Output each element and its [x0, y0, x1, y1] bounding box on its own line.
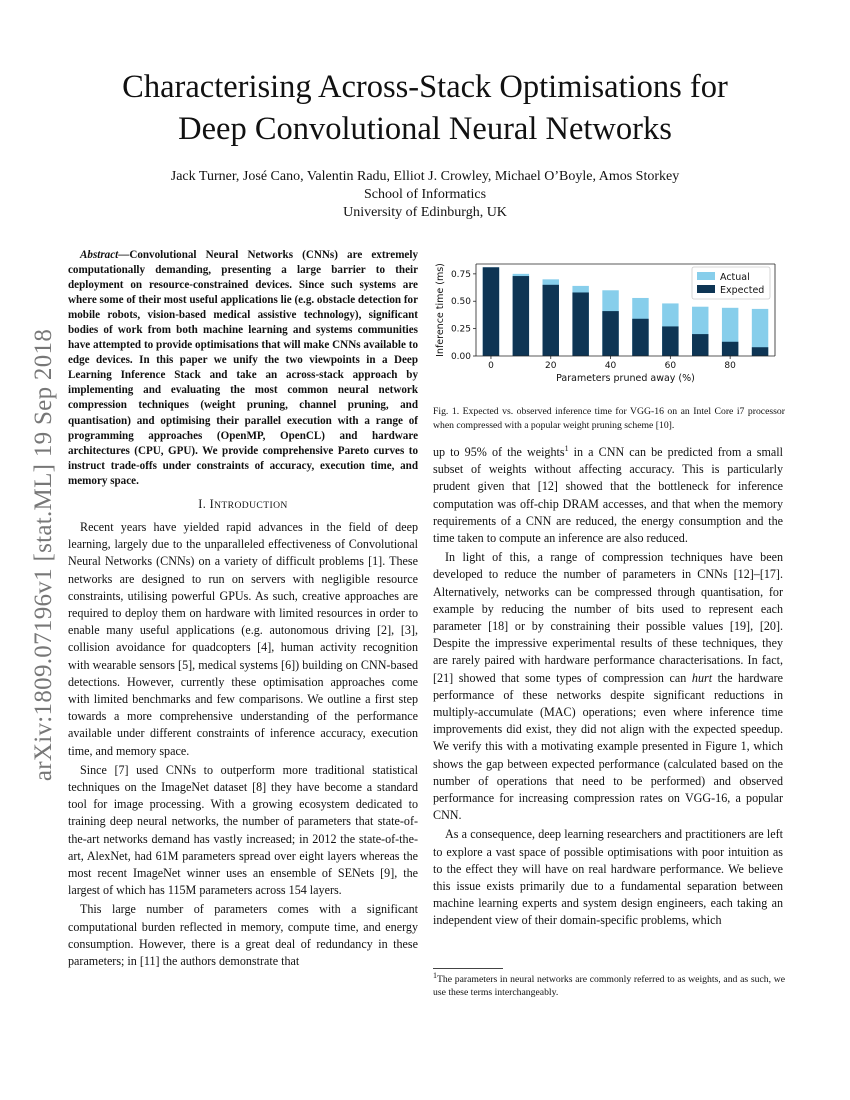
left-column — [68, 248, 418, 970]
bar-expected-70 — [692, 334, 708, 356]
section-title-rest: NTRODUCTION — [214, 499, 288, 511]
abstract-label: Abstract — [80, 249, 119, 261]
affiliation-school: School of Informatics — [363, 187, 487, 202]
right-paragraph-2-rest: the hardware performance of these networks despite significant reductions in multiply-accumulate (MAC) operations; even where inference time improvements did exist, they did not align with the expected speedup. We verify this with a motivating example presented in Figure 1, which shows the gap between expected performance (calculated based on the number of operations that need to be performed) and observed performance for increasing compression rates on VGG-16, a popular CNN. — [433, 670, 783, 823]
abstract — [68, 248, 418, 489]
x-tick-label-3: 60 — [664, 361, 677, 371]
legend-label-expected: Expected — [720, 285, 765, 296]
right-paragraph-1-rest: in a CNN can be predicted from a small subset of weights without affecting accuracy. This is particularly prudent given that [12] showed that the bottleneck for inference computation was off-chip DRAM accesses, and that when the memory requirements of a CNN are reduced, the energy consumption and the time taken to compute an inference are also reduced. — [433, 445, 783, 546]
arxiv-identifier-text: arXiv:1809.07196v1 [stat.ML] 19 Sep 2018 — [30, 328, 57, 782]
y-tick-label-2: 0.50 — [450, 297, 471, 308]
emphasis-hurt: hurt — [691, 670, 713, 685]
bar-expected-50 — [632, 319, 648, 356]
right-paragraph-1 — [433, 444, 783, 547]
bar-expected-20 — [543, 285, 559, 356]
bar-expected-10 — [513, 276, 529, 356]
y-tick-label-0: 0.00 — [450, 352, 471, 362]
section-title-initial: I — [209, 496, 215, 511]
affiliation-university: University of Edinburgh, UK — [343, 205, 507, 220]
inference-time-bar-chart — [430, 256, 790, 406]
y-tick-label-3: 0.75 — [450, 269, 471, 280]
legend-label-actual: Actual — [720, 272, 750, 283]
intro-paragraph-2: Since [7] used CNNs to outperform more traditional statistical techniques on the ImageNet dataset [8] they have become a standard tool for image processing. With a growing ecosystem dedicated to training deep neural networks, the number of parameters that state-of-the-art networks demand has vastly increased; in 2012 the state-of-the-art, AlexNet, had 61M parameters spread over eight layers whereas the most recent ImageNet winner uses an ensemble of SENets [9], the largest of which has 115M parameters across 154 layers. — [68, 762, 418, 898]
paper-title-line-1: Characterising Across-Stack Optimisations for — [122, 69, 728, 105]
bar-expected-80 — [722, 342, 738, 356]
intro-paragraph-1: Recent years have yielded rapid advances in the field of deep learning, largely due to the unparalleled effectiveness of Convolutional Neural Networks (CNNs) on a variety of difficult problems [1]. These networks are designed to run on servers with negligible resource constraints, utilising powerful GPUs. As such, creative approaches are required to deploy them on hardware with limited resources in order to enable many useful applications (e.g. autonomous driving [2], [3], collision avoidance for quadcopters [4], human activity recognition with wearable sensors [5], medical systems [6]) building on CNN-based detections. However, currently these optimisation approaches come with limited benchmarks and few comparisons. We outline a first step towards a more comprehensive understanding of the performance available under different constraints of inference accuracy, execution time, and memory space. — [68, 519, 418, 758]
bar-expected-30 — [572, 292, 588, 356]
intro-paragraph-3: This large number of parameters comes with a significant computational burden reflected in memory, compute time, and energy consumption. However, there is a great deal of redundancy in these parameters; in [11] the authors demonstrate that — [68, 902, 418, 969]
figure-1-chart — [430, 256, 790, 406]
footnote — [433, 970, 785, 999]
section-number: I. — [198, 496, 207, 511]
x-tick-label-0: 0 — [488, 361, 494, 371]
figure-1-caption: Fig. 1. Expected vs. observed inference time for VGG-16 on an Intel Core i7 processor when compressed with a popular weight pruning scheme [10]. — [433, 406, 785, 431]
arxiv-identifier — [24, 290, 64, 820]
bar-expected-0 — [483, 267, 499, 356]
footnote-mark: 1 — [433, 970, 437, 980]
x-tick-label-4: 80 — [724, 361, 736, 371]
x-axis-label: Parameters pruned away (%) — [556, 373, 695, 384]
x-tick-label-1: 20 — [545, 361, 557, 371]
right-paragraph-3: As a consequence, deep learning researchers and practitioners are left to explore a vast space of possible optimisations with poor intuition as to the effect they will have on real hardware performance. We believe this issue exists primarily due to a fundamental separation between machine learning experts and system design engineers, each taking an independent view of their domain-specific problems, which — [433, 827, 783, 928]
legend-swatch-expected — [697, 285, 715, 293]
right-column — [433, 444, 783, 930]
bar-expected-90 — [752, 347, 768, 356]
footnote-marker: 1 — [564, 443, 569, 453]
y-tick-label-1: 0.25 — [450, 324, 471, 335]
x-tick-label-2: 40 — [604, 361, 617, 371]
footnote-divider — [433, 968, 503, 969]
right-paragraph-2-start: In light of this, a range of compression techniques have been developed to reduce the number of parameters in CNNs [12]–[17]. Alternatively, networks can be compressed through quantisation, for example by reducing the number of bits used to represent each parameter [18] or by constraining their possible values [19], [20]. Despite the impressive experimental results of these techniques, they are rarely paired with hardware performance characterisations. In fact, [21] showed that some types of compression can — [433, 550, 783, 685]
abstract-text: —Convolutional Neural Networks (CNNs) are extremely computationally demanding, presenting a large barrier to their deployment on resource-constrained devices. Since such systems are where some of their most useful applications lie (e.g. obstacle detection for mobile robots, vision-based medical assistive technology), significant bodies of work from both machine learning and systems communities have attempted to provide optimisations that will make CNNs available to edge devices. In this paper we unify the two viewpoints in a Deep Learning Inference Stack and take an across-stack approach by implementing and evaluating the most common neural network compression techniques (weight pruning, channel pruning, and quantisation) and optimising their parallel execution with a range of programming approaches (OpenMP, OpenCL) and hardware architectures (CPU, GPU). We provide comprehensive Pareto curves to instruct trade-offs under constraints of accuracy, execution time, and memory space. — [68, 249, 418, 487]
footnote-text: The parameters in neural networks are commonly referred to as weights, and as such, we use these terms interchangeably. — [433, 974, 785, 999]
paper-title-line-2: Deep Convolutional Neural Networks — [178, 111, 672, 147]
section-heading-introduction — [68, 496, 418, 514]
bar-expected-40 — [602, 311, 618, 356]
author-block — [60, 168, 790, 222]
bar-expected-60 — [662, 326, 678, 356]
author-names: Jack Turner, José Cano, Valentin Radu, Elliot J. Crowley, Michael O’Boyle, Amos Storkey — [170, 169, 680, 184]
y-axis-label: Inference time (ms) — [435, 263, 446, 357]
paper-title — [60, 66, 790, 150]
legend-swatch-actual — [697, 272, 715, 280]
right-paragraph-1-start: up to 95% of the weights — [433, 445, 565, 459]
right-paragraph-2 — [433, 549, 783, 824]
